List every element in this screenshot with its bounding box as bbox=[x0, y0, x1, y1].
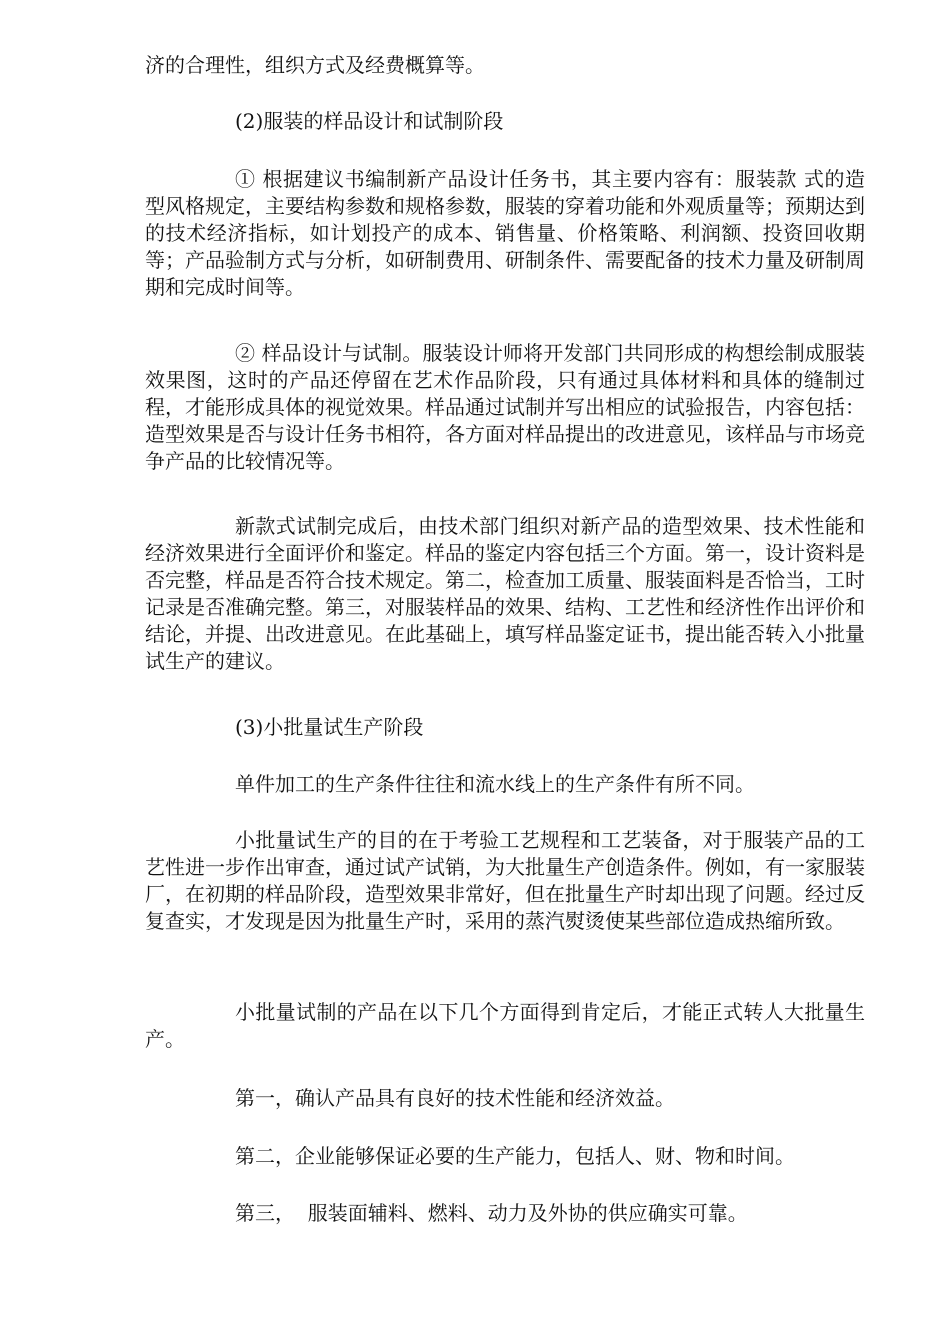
paragraph-design-task: ① 根据建议书编制新产品设计任务书，其主要内容有：服装款 式的造型风格规定，主要结构参数和规格参数，服装的穿着功能和外观质量等；预期达到的技术经济指标，如计划投产的成本、销售量、价格策略、利润额、投资回收期等；产品验制方式与分析，如研制费用、研制条件、需要配备的技术力量及研制周期和完成时间等。 bbox=[145, 167, 865, 299]
section-heading-2: (2)服装的样品设计和试制阶段 bbox=[235, 109, 504, 133]
section-heading-3: (3)小批量试生产阶段 bbox=[235, 715, 424, 739]
paragraph-mass-production: 小批量试制的产品在以下几个方面得到肯定后，才能正式转人大批量生产。 bbox=[145, 1000, 865, 1051]
paragraph-continuation: 济的合理性，组织方式及经费概算等。 bbox=[145, 53, 485, 77]
paragraph-evaluation: 新款式试制完成后，由技术部门组织对新产品的造型效果、技术性能和经济效果进行全面评价和鉴定。样品的鉴定内容包括三个方面。第一，设计资料是否完整，样品是否符合技术规定。第二，检查加工质量、服装面料是否恰当，工时记录是否准确完整。第三，对服装样品的效果、结构、工艺性和经济性作出评价和结论，并提、出改进意见。在此基础上，填写样品鉴定证书，提出能否转入小批量试生产的建议。 bbox=[145, 514, 865, 673]
paragraph-production-conditions: 单件加工的生产条件往往和流水线上的生产条件有所不同。 bbox=[235, 772, 755, 796]
list-item-first: 第一，确认产品具有良好的技术性能和经济效益。 bbox=[235, 1086, 675, 1110]
paragraph-sample-design: ② 样品设计与试制。服装设计师将开发部门共同形成的构想绘制成服装效果图，这时的产品还停留在艺术作品阶段，只有通过具体材料和具体的缝制过程，才能形成具体的视觉效果。样品通过试制并写出相应的试验报告，内容包括：造型效果是否与设计任务书相符，各方面对样品提出的改进意见，该样品与市场竞争产品的比较情况等。 bbox=[145, 341, 865, 473]
list-item-second: 第二，企业能够保证必要的生产能力，包括人、财、物和时间。 bbox=[235, 1144, 795, 1168]
list-item-third: 第三， 服装面辅料、燃料、动力及外协的供应确实可靠。 bbox=[235, 1201, 748, 1225]
paragraph-trial-production: 小批量试生产的目的在于考验工艺规程和工艺装备，对于服装产品的工艺性进一步作出审查，通过试产试销，为大批量生产创造条件。例如，有一家服装厂，在初期的样品阶段，造型效果非常好，但在批量生产时却出现了问题。经过反复查实，才发现是因为批量生产时，采用的蒸汽熨烫使某些部位造成热缩所致。 bbox=[145, 828, 865, 933]
